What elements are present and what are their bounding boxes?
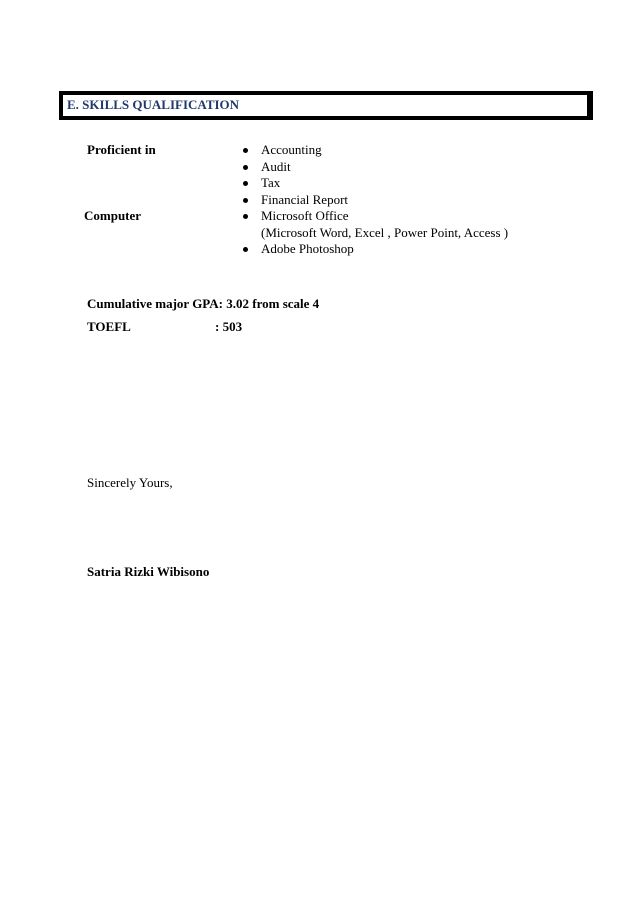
bullet-icon: [243, 214, 248, 219]
list-item: [240, 142, 508, 159]
section-header-box: [59, 91, 593, 120]
bullet-icon: [243, 198, 248, 203]
signature-name: Satria Rizki Wibisono: [87, 564, 210, 579]
skill-item-adobe-photoshop: Adobe Photoshop: [261, 241, 354, 256]
skill-item-tax: Tax: [261, 175, 281, 190]
list-item: [240, 208, 508, 225]
bullet-icon: [243, 247, 248, 252]
section-header-inner: [63, 95, 587, 116]
gpa-text: Cumulative major GPA: 3.02 from scale 4: [87, 296, 320, 311]
bullet-icon: [243, 181, 248, 186]
proficient-in-label: Proficient in: [87, 142, 156, 157]
list-item: [240, 225, 508, 242]
list-item: [240, 241, 508, 258]
skills-list: [240, 142, 508, 258]
bullet-icon: [243, 165, 248, 170]
computer-label: Computer: [84, 208, 142, 223]
list-item: [240, 175, 508, 192]
skill-item-accounting: Accounting: [261, 142, 322, 157]
list-item: [240, 159, 508, 176]
skill-item-microsoft-office: Microsoft Office: [261, 208, 349, 223]
toefl-label: TOEFL: [87, 319, 131, 334]
bullet-icon: [243, 148, 248, 153]
list-item: [240, 192, 508, 209]
toefl-value: : 503: [215, 319, 243, 334]
skill-item-audit: Audit: [261, 158, 291, 174]
closing-salutation: Sincerely Yours,: [87, 475, 173, 490]
skill-item-office-details: (Microsoft Word, Excel , Power Point, Access ): [261, 224, 509, 240]
section-title: E. SKILLS QUALIFICATION: [67, 97, 240, 112]
skill-item-financial-report: Financial Report: [261, 191, 349, 207]
